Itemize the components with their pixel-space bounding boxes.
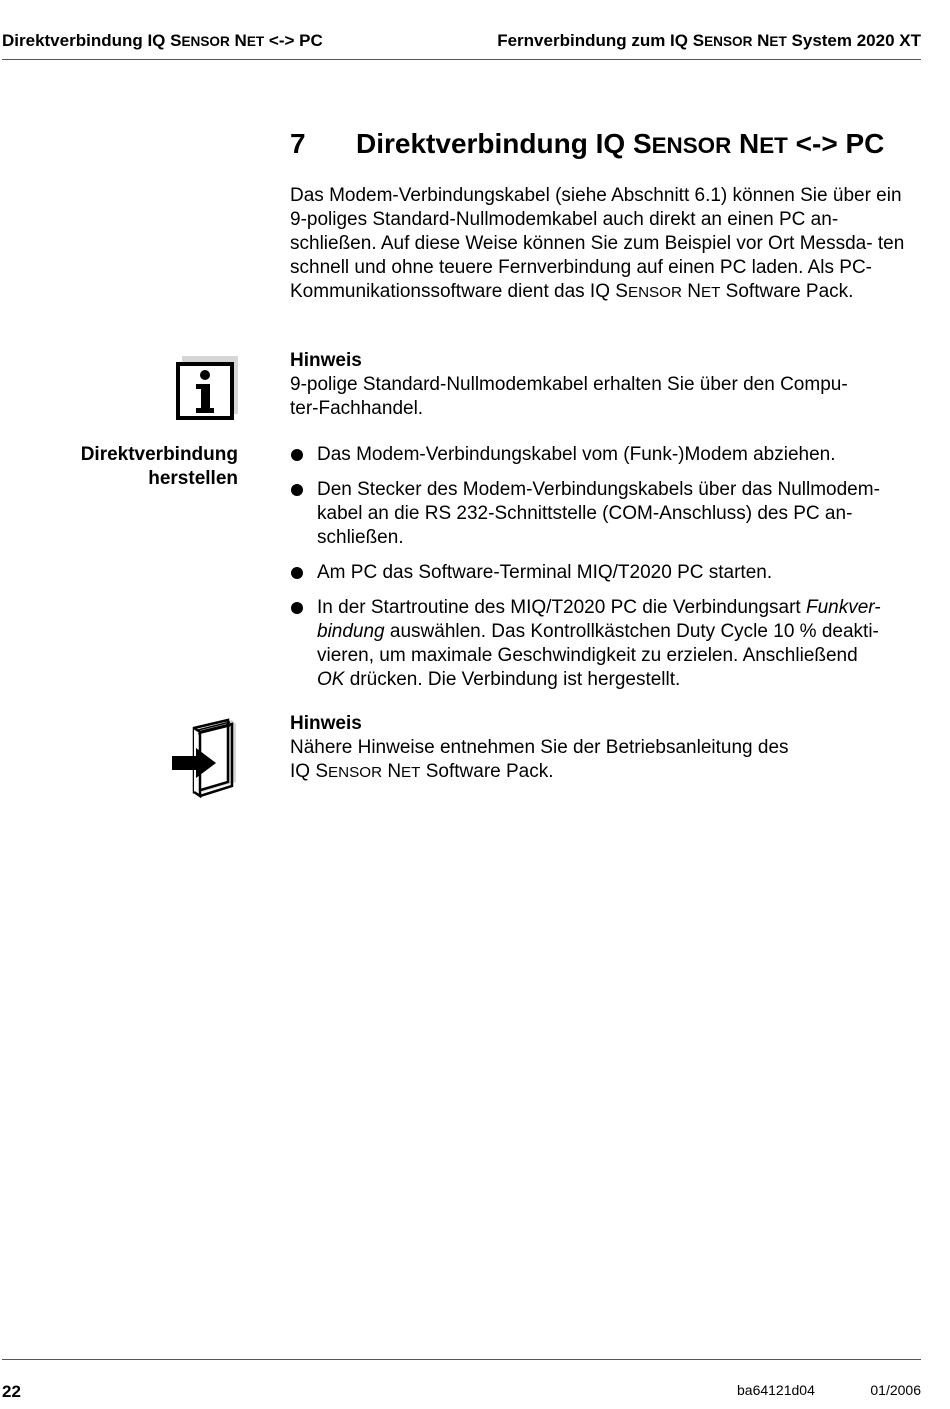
- intro-paragraph: Das Modem-Verbindungskabel (siehe Abschnitt 6.1) können Sie über ein 9-poliges Standard-Nullmodemkabel auch direkt an einen PC an- schließen. Auf diese Weise können Sie zum Beispiel vor Ort Messda- ten schnell und ohne teuere Fernverbindung auf einen PC laden. Als PC-Kommunikationssoftware dient das IQ SENSOR NET Software Pack.: [290, 185, 905, 302]
- note-heading: Hinweis: [290, 713, 362, 734]
- list-item: Das Modem-Verbindungskabel vom (Funk-)Modem abziehen.: [290, 443, 922, 467]
- bullet-icon: [291, 449, 303, 461]
- document-date: 01/2006: [870, 1382, 921, 1398]
- list-item: Am PC das Software-Terminal MIQ/T2020 PC starten.: [290, 561, 922, 585]
- header-right-text: Fernverbindung zum IQ: [497, 31, 693, 50]
- step-list: [290, 443, 922, 703]
- footer-divider: [2, 1359, 921, 1360]
- book-arrow-icon: [170, 716, 242, 798]
- header-left-text: Direktverbindung IQ: [2, 31, 171, 50]
- side-heading: Direktverbindung herstellen: [80, 444, 238, 489]
- chapter-title: 7 Direktverbindung IQ SENSOR NET <-> PC: [290, 128, 885, 159]
- note-text: 9-polige Standard-Nullmodemkabel erhalten Sie über den Compu- ter-Fachhandel.: [290, 374, 848, 419]
- header-divider: [2, 59, 921, 60]
- info-icon: [176, 356, 238, 420]
- note-hinweis-2: [290, 712, 920, 785]
- note-hinweis-1: [290, 349, 920, 421]
- list-item: Den Stecker des Modem-Verbindungskabels über das Nullmodem- kabel an die RS 232-Schnittstelle (COM-Anschluss) des PC an- schließen.: [290, 478, 922, 550]
- running-header-right: Fernverbindung zum IQ SENSOR NET System 2020 XT: [497, 31, 921, 50]
- list-item: In der Startroutine des MIQ/T2020 PC die Verbindungsart Funkver- bindung auswählen. Das Kontrollkästchen Duty Cycle 10 % deakti- vieren, um maximale Geschwindigkeit zu erzielen. Anschließend OK drücken. Die Verbindung ist hergestellt.: [290, 596, 922, 692]
- document-code: ba64121d04: [737, 1382, 815, 1398]
- note-heading: Hinweis: [290, 350, 362, 371]
- note-text: Nähere Hinweise entnehmen Sie der Betriebsanleitung des IQ SENSOR NET Software Pack.: [290, 737, 789, 782]
- page-number: 22: [2, 1382, 21, 1401]
- bullet-icon: [291, 484, 303, 496]
- bullet-icon: [291, 602, 303, 614]
- bullet-icon: [291, 567, 303, 579]
- running-header-left: Direktverbindung IQ SENSOR NET <-> PC: [2, 31, 323, 50]
- chapter-number: 7: [290, 128, 306, 159]
